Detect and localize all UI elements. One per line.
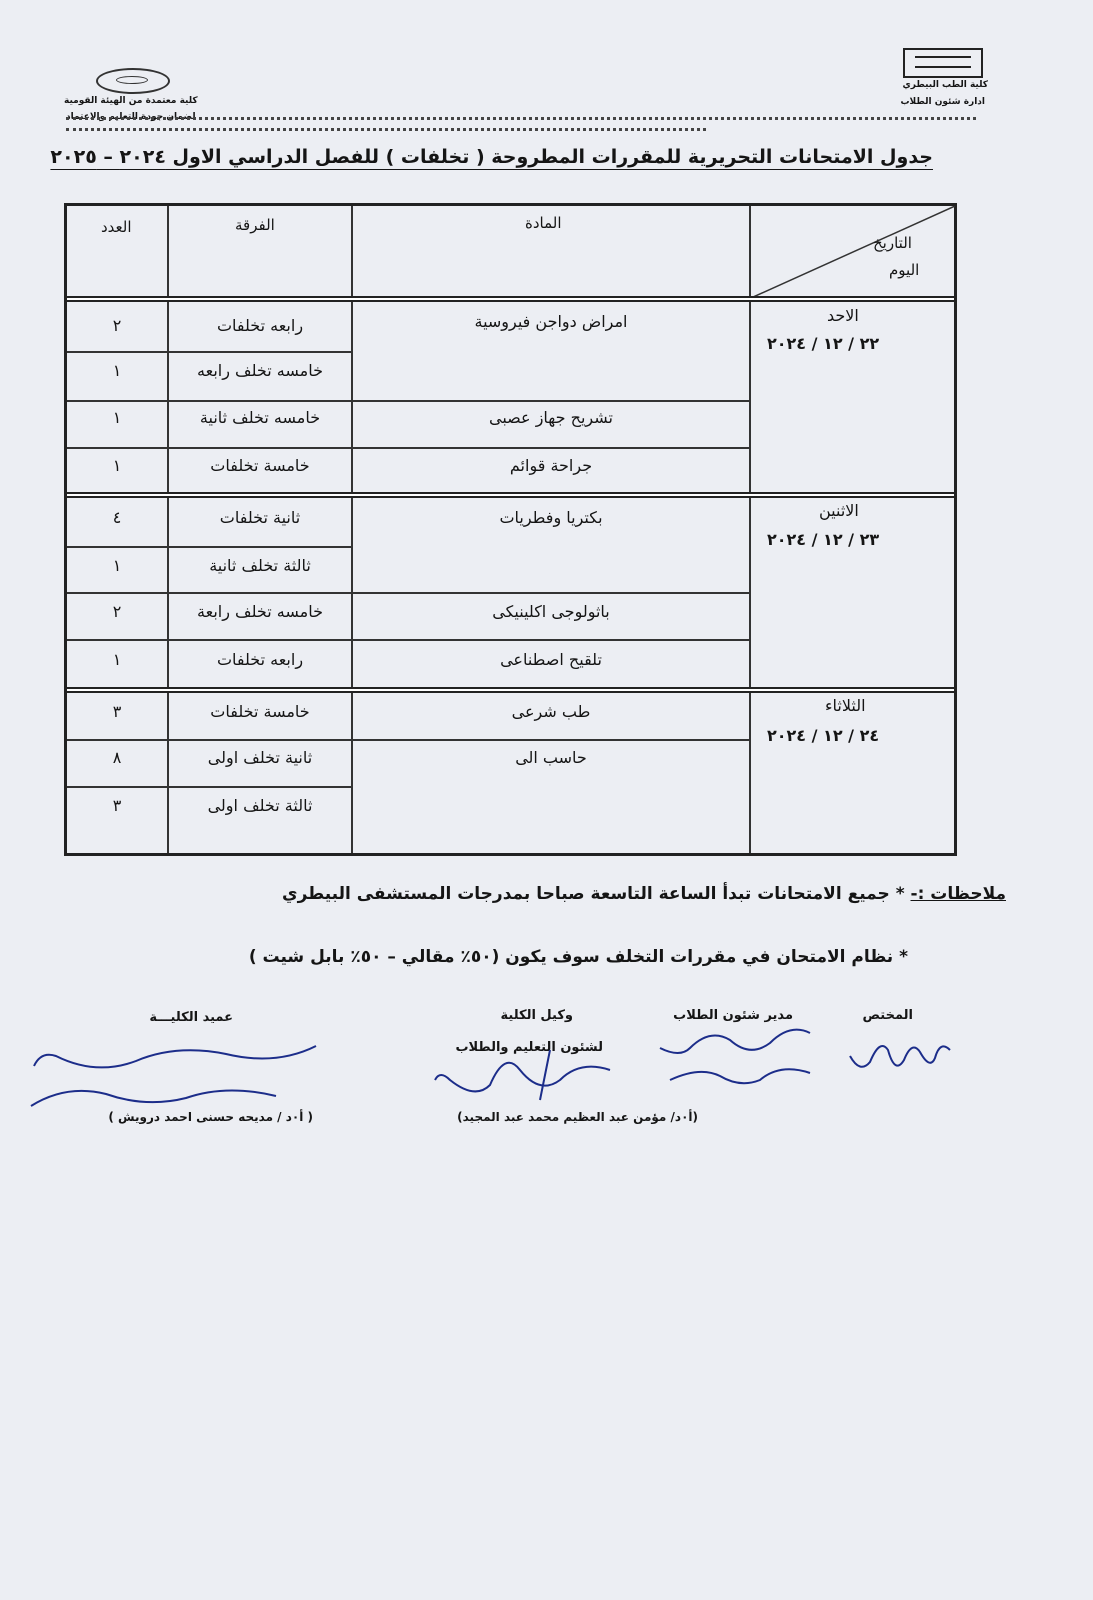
group-cell: خامسة تخلفات: [210, 456, 310, 475]
day-cell: الاثنين: [819, 501, 859, 520]
row-line: [67, 639, 749, 641]
col-divider-subject: [749, 206, 751, 853]
count-cell: ٣: [112, 796, 122, 815]
row-line: [67, 739, 749, 741]
accreditation-line2: لضمان جودة التعليم والاعتماد: [66, 112, 196, 122]
subject-cell: باثولوجى اكلينيكى: [492, 602, 610, 621]
header-day: اليوم: [889, 261, 920, 279]
count-cell: ١: [112, 556, 122, 575]
row-line: [67, 351, 351, 353]
group-cell: ثانية تخلف اولى: [207, 748, 313, 767]
block-separator: [67, 687, 954, 693]
notes-label: ملاحظات :-: [910, 884, 1006, 904]
row-line: [67, 546, 351, 548]
count-cell: ١: [112, 456, 122, 475]
specialist-signature: [840, 1030, 960, 1080]
accreditation-logo: [96, 68, 170, 94]
row-line: [67, 592, 749, 594]
vice-dean-signature: [430, 1040, 620, 1110]
vice-dean-subtitle: لشئون التعليم والطلاب: [455, 1040, 603, 1055]
director-title: مدير شئون الطلاب: [673, 1008, 793, 1023]
subject-cell: تلقيح اصطناعى: [500, 650, 602, 669]
group-cell: ثالثة تخلف اولى: [207, 796, 313, 815]
day-cell: الثلاثاء: [825, 696, 866, 715]
group-cell: رابعه تخلفات: [216, 650, 304, 669]
group-cell: ثانية تخلفات: [219, 508, 301, 527]
subject-cell: حاسب الى: [515, 748, 587, 767]
specialist-title: المختص: [862, 1008, 913, 1023]
header-group: الفرقة: [235, 216, 275, 234]
group-cell: خامسة تخلفات: [210, 702, 310, 721]
day-cell: الاحد: [827, 306, 859, 325]
vice-dean-name: (أ٠د/ مؤمن عبد العظيم محمد عبد المجيد): [457, 1110, 698, 1124]
block-separator: [67, 296, 954, 302]
exam-table: [64, 203, 957, 856]
count-cell: ١: [112, 408, 122, 427]
dean-signature: [26, 1036, 326, 1116]
subject-cell: جراحة قوائم: [509, 456, 593, 475]
header-subject: المادة: [525, 214, 562, 232]
subject-cell: طب شرعى: [511, 702, 591, 721]
count-cell: ١: [112, 361, 122, 380]
faculty-name: كلية الطب البيطري: [902, 80, 988, 90]
director-signature: [650, 1018, 820, 1098]
vice-dean-title: وكيل الكلية: [500, 1008, 573, 1023]
header-diagonal: [751, 206, 955, 298]
subject-cell: تشريح جهاز عصبى: [489, 408, 613, 427]
department-name: ادارة شئون الطلاب: [900, 97, 985, 107]
group-cell: خامسه تخلف رابعة: [197, 602, 323, 621]
subject-cell: امراض دواجن فيروسية: [474, 312, 628, 331]
accreditation-line1: كلية معتمدة من الهيئة القومية: [64, 96, 198, 106]
count-cell: ٣: [112, 702, 122, 721]
count-cell: ٢: [112, 602, 122, 621]
header-count: العدد: [101, 218, 132, 236]
dean-title: عميد الكليـــة: [149, 1010, 233, 1025]
count-cell: ٨: [112, 748, 122, 767]
date-cell: ٢٢ / ١٢ / ٢٠٢٤: [767, 334, 880, 353]
note-start-time: [282, 884, 1006, 904]
group-cell: خامسه تخلف رابعه: [197, 361, 323, 380]
count-cell: ١: [112, 650, 122, 669]
row-line: [67, 447, 749, 449]
document-title: جدول الامتحانات التحريرية للمقررات المطروحة ( تخلفات ) للفصل الدراسي الاول ٢٠٢٤ – ٢٠٢٥: [50, 146, 933, 168]
date-cell: ٢٤ / ١٢ / ٢٠٢٤: [767, 726, 880, 745]
row-line: [67, 400, 749, 402]
date-cell: ٢٣ / ١٢ / ٢٠٢٤: [767, 530, 880, 549]
note-1-text: * جميع الامتحانات تبدأ الساعة التاسعة صباحا بمدرجات المستشفى البيطري: [281, 884, 905, 904]
header-date: التاريخ: [873, 234, 912, 252]
count-cell: ٢: [112, 316, 122, 335]
header-divider-2: [66, 128, 706, 131]
dean-name: ( أ٠د / مديحه حسنى احمد درويش ): [108, 1110, 313, 1124]
header-divider: [66, 117, 976, 120]
group-cell: خامسه تخلف ثانية: [199, 408, 321, 427]
faculty-logo: [903, 48, 983, 78]
group-cell: رابعه تخلفات: [216, 316, 304, 335]
group-cell: ثالثة تخلف ثانية: [209, 556, 311, 575]
row-line: [67, 786, 351, 788]
subject-cell: بكتريا وفطريات: [499, 508, 603, 527]
count-cell: ٤: [112, 508, 122, 527]
block-separator: [67, 492, 954, 498]
note-exam-system: * نظام الامتحان في مقررات التخلف سوف يكون (٥٠٪ مقالي – ٥٠٪ بابل شيت ): [248, 947, 908, 967]
